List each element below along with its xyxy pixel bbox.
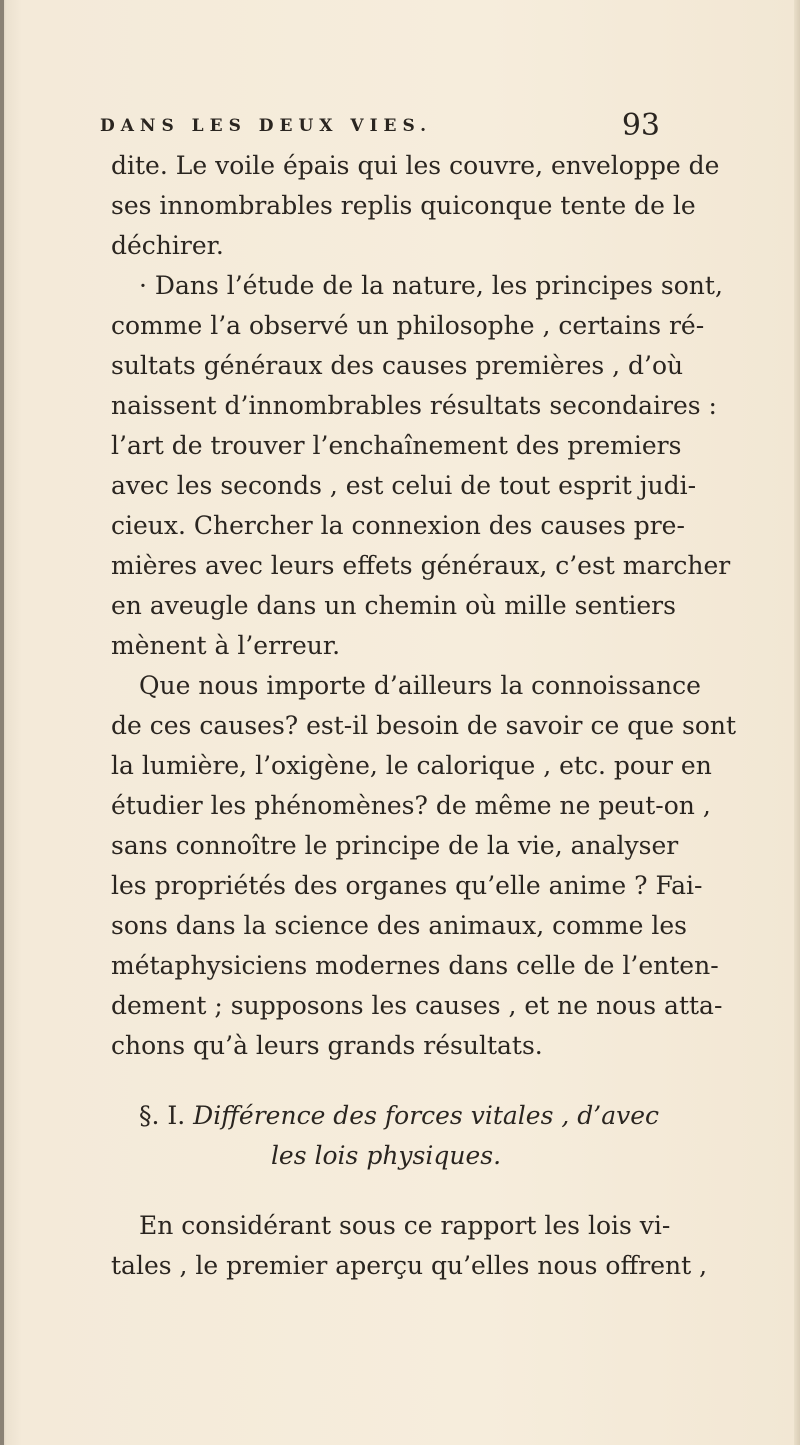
page-number: 93 (621, 108, 660, 143)
body-text (111, 146, 737, 1286)
running-title: DANS LES DEUX VIES. (100, 116, 433, 136)
text-line: mènent à l’erreur. (111, 631, 341, 660)
text-line: En considérant sous ce rapport les lois vi- (139, 1211, 671, 1240)
section-title-part-1: Différence des forces vitales , d’avec (193, 1101, 660, 1130)
text-line: dement ; supposons les causes , et ne nous atta- (111, 991, 723, 1020)
text-line: avec les seconds , est celui de tout esprit judi- (111, 471, 697, 500)
text-line: métaphysiciens modernes dans celle de l’enten- (111, 951, 719, 980)
paragraph-4 (111, 1206, 708, 1286)
text-line: en aveugle dans un chemin où mille sentiers (111, 591, 676, 620)
text-line: étudier les phénomènes? de même ne peut-on , (111, 791, 711, 820)
text-line: sultats généraux des causes premières , d’où (111, 351, 684, 380)
section-spacer (111, 1176, 661, 1206)
section-heading-line-1 (111, 1096, 661, 1136)
text-line: déchirer. (111, 231, 224, 260)
text-line: chons qu’à leurs grands résultats. (111, 1031, 543, 1060)
text-line: sons dans la science des animaux, comme les (111, 911, 687, 940)
section-title-part-2: les lois physiques. (270, 1141, 502, 1170)
section-heading (111, 1096, 661, 1176)
text-line: Que nous importe d’ailleurs la connoissance (139, 671, 701, 700)
section-heading-line-2 (111, 1136, 661, 1176)
section-spacer (111, 1066, 661, 1096)
text-line: les propriétés des organes qu’elle anime ? Fai- (111, 871, 703, 900)
page-left-edge (0, 0, 4, 1445)
text-line: ses innombrables replis quiconque tente de le (111, 191, 696, 220)
text-line: sans connoître le principe de la vie, analyser (111, 831, 679, 860)
page-header (100, 108, 660, 148)
text-line: mières avec leurs effets généraux, c’est marcher (111, 551, 731, 580)
text-line: l’art de trouver l’enchaînement des premiers (111, 431, 682, 460)
text-line: naissent d’innombrables résultats secondaires : (111, 391, 717, 420)
text-line: de ces causes? est-il besoin de savoir ce que sont (111, 711, 737, 740)
text-line: · Dans l’étude de la nature, les principes sont, (139, 271, 723, 300)
paragraph-3 (111, 666, 737, 1066)
paragraph-1 (111, 146, 720, 266)
text-line: la lumière, l’oxigène, le calorique , etc. pour en (111, 751, 712, 780)
paragraph-2 (111, 266, 731, 666)
page-right-edge (794, 0, 800, 1445)
section-number: §. I. (139, 1101, 186, 1130)
text-line: comme l’a observé un philosophe , certains ré- (111, 311, 705, 340)
text-line: tales , le premier aperçu qu’elles nous offrent , (111, 1251, 708, 1280)
text-line: dite. Le voile épais qui les couvre, enveloppe de (111, 151, 720, 180)
text-line: cieux. Chercher la connexion des causes pre- (111, 511, 685, 540)
